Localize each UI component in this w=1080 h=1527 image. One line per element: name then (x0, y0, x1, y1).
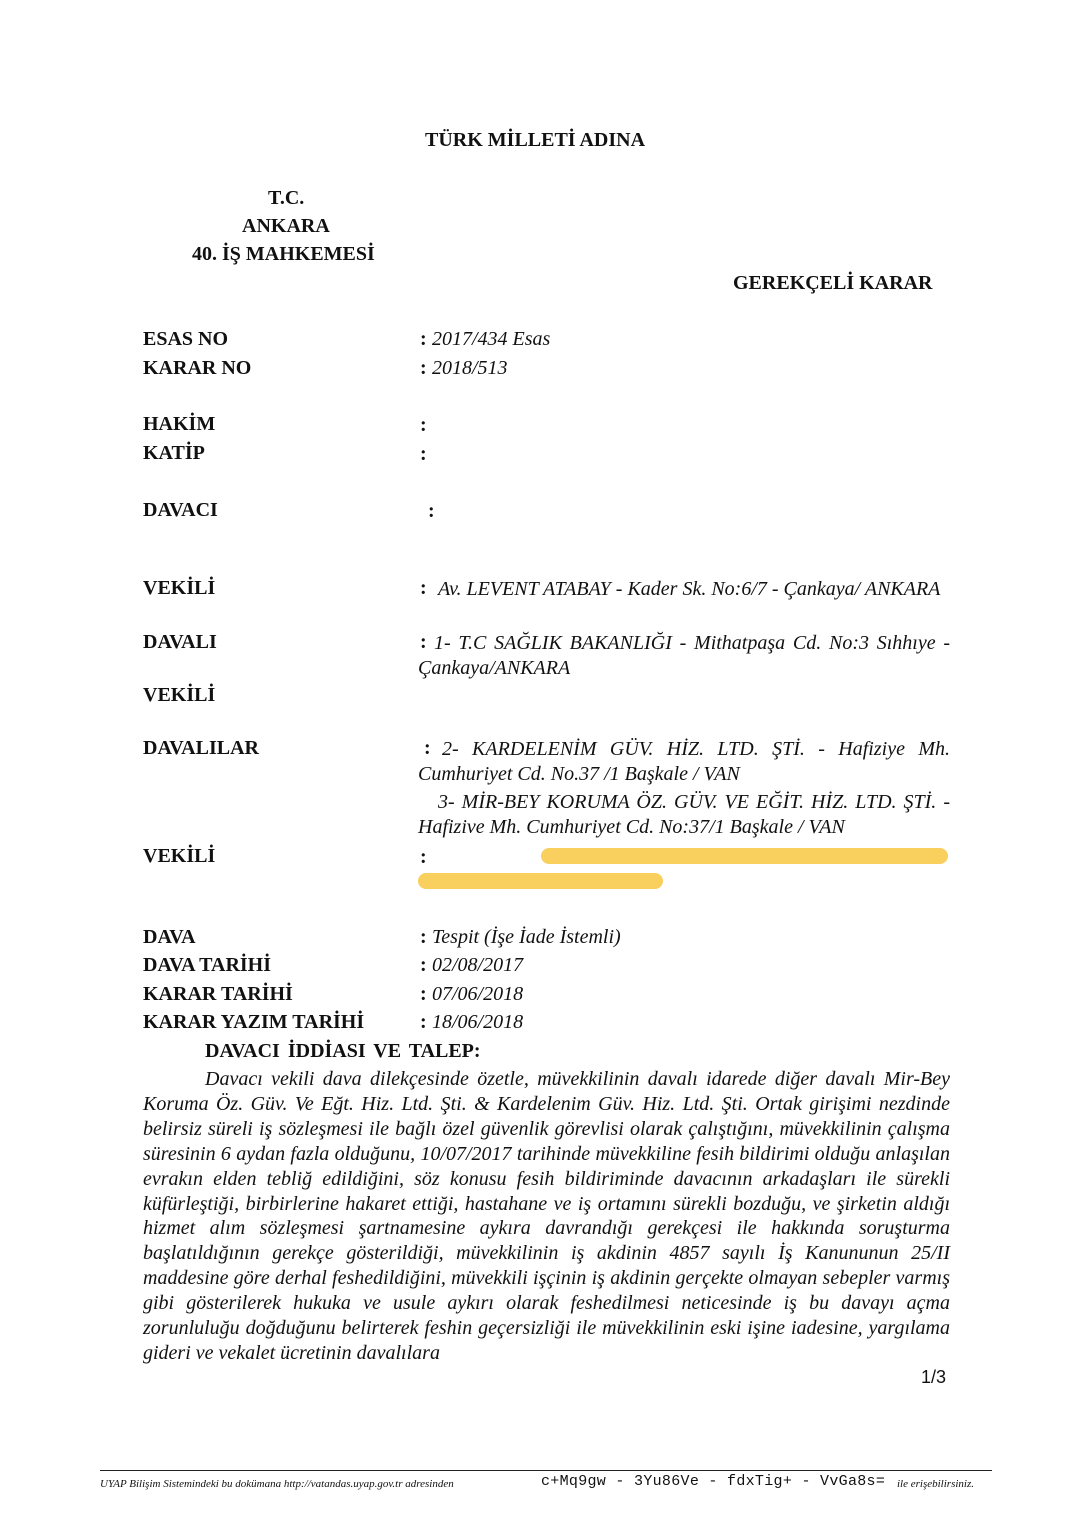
davalilar-value-2: 3- MİR-BEY KORUMA ÖZ. GÜV. VE EĞİT. HİZ. LTD. ŞTİ. - Hafizive Mh. Cumhuriyet Cd. No:37/1 Başkale / VAN (418, 791, 950, 838)
karar-yazim-tarihi-colon: : (420, 1011, 427, 1033)
verification-code: c+Mq9gw - 3Yu86Ve - fdxTig+ - VvGa8s= (541, 1473, 886, 1490)
dava-label: DAVA (143, 926, 196, 948)
hakim-colon: : (420, 414, 427, 436)
davaci-colon: : (428, 500, 435, 522)
city-label: ANKARA (242, 215, 330, 237)
redaction-highlight (541, 848, 948, 864)
davalilar-colon: : (424, 737, 431, 759)
davalilar-value-1: 2- KARDELENİM GÜV. HİZ. LTD. ŞTİ. - Hafiziye Mh. Cumhuriyet Cd. No.37 /1 Başkale / VAN (418, 738, 950, 785)
page-number: 1/3 (921, 1367, 947, 1387)
footer-divider (100, 1470, 992, 1471)
davali-vekili-label: VEKİLİ (143, 684, 216, 706)
redaction-highlight (418, 873, 663, 889)
footer-suffix: ile erişebilirsiniz. (897, 1478, 974, 1490)
dava-tarihi-colon: : (420, 954, 427, 976)
davali-value: 1- T.C SAĞLIK BAKANLIĞI - Mithatpaşa Cd. No:3 Sıhhıye - Çankaya/ANKARA (418, 632, 950, 679)
karar-yazim-tarihi-label: KARAR YAZIM TARİHİ (143, 1011, 365, 1033)
dava-colon: : (420, 926, 427, 948)
davali-colon: : (420, 631, 427, 653)
katip-label: KATİP (143, 442, 205, 464)
karar-tarihi-colon: : (420, 983, 427, 1005)
esas-no-colon: : (420, 328, 427, 350)
karar-no-colon: : (420, 357, 427, 379)
davali-label: DAVALI (143, 631, 217, 653)
body-text (143, 1067, 950, 1366)
davalilar-label: DAVALILAR (143, 737, 259, 759)
esas-no-value: 2017/434 Esas (432, 328, 551, 350)
davalilar-vekili-colon: : (420, 846, 427, 868)
nation-title: TÜRK MİLLETİ ADINA (425, 129, 646, 151)
dava-tarihi-value: 02/08/2017 (432, 954, 524, 976)
karar-tarihi-label: KARAR TARİHİ (143, 983, 293, 1005)
footer-text: UYAP Bilişim Sistemindeki bu dokümana http://vatandas.uyap.gov.tr adresinden (100, 1478, 454, 1490)
decision-type: GEREKÇELİ KARAR (733, 272, 933, 294)
hakim-label: HAKİM (143, 413, 216, 435)
vekili-value: Av. LEVENT ATABAY - Kader Sk. No:6/7 - Çankaya/ ANKARA (438, 578, 941, 600)
karar-yazim-tarihi-value: 18/06/2018 (432, 1011, 524, 1033)
dava-value: Tespit (İşe İade İstemli) (432, 926, 621, 948)
davaci-label: DAVACI (143, 499, 218, 521)
esas-no-label: ESAS NO (143, 328, 229, 350)
court-name: 40. İŞ MAHKEMESİ (192, 243, 375, 265)
tc-label: T.C. (268, 187, 305, 209)
davalilar-vekili-label: VEKİLİ (143, 845, 216, 867)
body-paragraph: Davacı vekili dava dilekçesinde özetle, müvekkilinin davalı idarede diğer davalı Mir-Bey Koruma Öz. Güv. Ve Eğt. Hiz. Ltd. Şti. & Kardelenim Güv. Hiz. Ltd. Şti. Ortak girişimi nezdinde belirsiz süreli iş sözleşmesi ile bağlı özel güvenlik görevlisi olarak çalıştığını, müvekkilinin çalışma süresinin 6 aydan fazla olduğunu, 10/07/2017 tarihinde müvekkiline fesih bildirimi olduğu anlaşılan evrakın elden tebliğ edildiğini, söz konusu fesih bildiriminde davacının arkadaşları ile sürekli küfürleştiği, birbirlerine hakaret ettiği, hastahane ve iş ortamını sürekli bozduğu, ve şirketin aldığı hizmet alım sözleşmesi şartnamesine aykıra davrandığı gerekçesi ile hakkında soruşturma başlatıldığının gerekçe gösterildiği, müvekkilinin iş akdinin 4857 sayılı İş Kanununun 25/II maddesine göre derhal feshedildiğini, müvekkili işçinin iş akdinin gerçekte olmayan sebepler varmış gibi gösterilerek hukuka ve usule aykırı olarak feshedilmesi neticesinde iş bu davayı açma zorunluluğu doğduğunu belirterek feshin geçersizliği ile müvekkilinin eski işine iadesine, yargılama gideri ve vekalet ücretinin davalılara (143, 1068, 950, 1364)
vekili-label: VEKİLİ (143, 577, 216, 599)
dava-tarihi-label: DAVA TARİHİ (143, 954, 272, 976)
karar-tarihi-value: 07/06/2018 (432, 983, 524, 1005)
katip-colon: : (420, 443, 427, 465)
karar-no-label: KARAR NO (143, 357, 252, 379)
section-heading: DAVACI İDDİASI VE TALEP: (205, 1040, 481, 1062)
vekili-colon: : (420, 577, 427, 599)
karar-no-value: 2018/513 (432, 357, 508, 379)
